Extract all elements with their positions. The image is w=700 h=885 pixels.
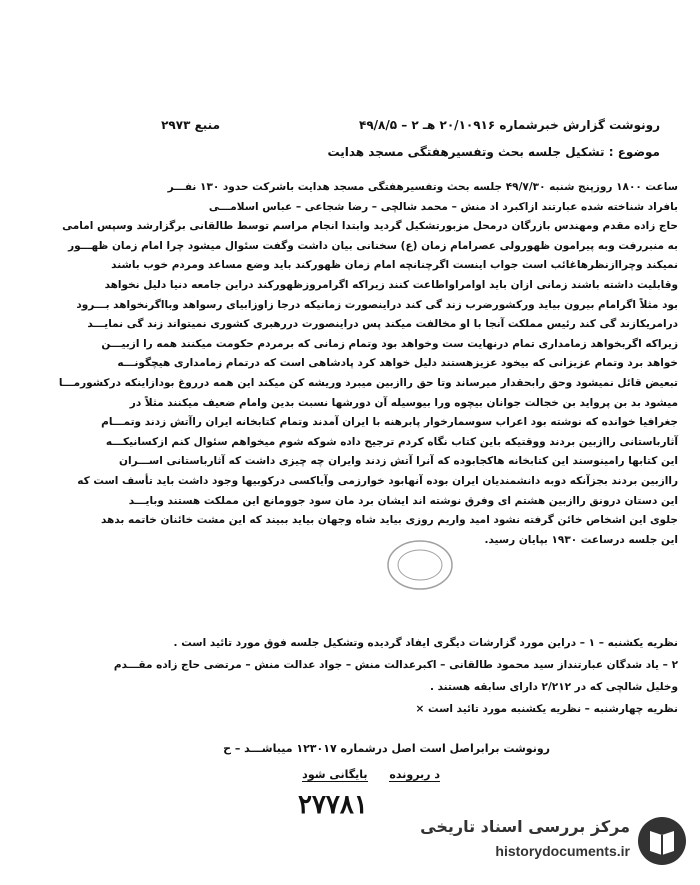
- body-line: بود مثلاً اگرامام بیرون بیاید ورکشورضرب زند گی کند دراینصورت زمانیکه درجا زاوزابیای رسواهد وبااگرنخواهد بـــرود: [76, 298, 678, 311]
- report-number: رونوشت گزارش خبرشماره ۲۰/۱۰۹۱۶ هـ ۲ – ۴۹/۸/۵: [359, 118, 660, 132]
- body-line: راازبین بردند بجزآنکه دوبه دانشمندیان ایران بوده آنهابود خوارزمی وآیاکسی درکوبیها وجود داشت باید تأسف است که: [77, 474, 678, 487]
- body-line: به منبررفت وبه پیرامون ظهورولی عصرامام زمان (ع) سخنانی بیان داشت وگفت سئوال میشود چرا امام زمان ظهـــور: [68, 239, 678, 252]
- body-line: این جلسه درساعت ۱۹۳۰ بپایان رسید.: [484, 533, 678, 546]
- report-body: [18, 178, 678, 550]
- body-line: نمیکند وچراازنظرهاغائب است جواب اینست اگرچنانچه امام زمان ظهورکند باید وضع مساعد ومردم خوب باشند: [111, 259, 678, 272]
- body-line: بافراد شناخته شده عبارتند ازاکبرد اد منش – محمد شالچی – رضا شجاعی – عباس اسلامـــی: [208, 200, 678, 213]
- stamp-mark-icon: [380, 535, 460, 595]
- note-line: ۲ – یاد شدگان عبارتنداز سید محمود طالقانی – اکبرعدالت منش – جواد عدالت منش – مرتضی حاج زاده مقـــدم: [113, 659, 678, 671]
- analyst-notes: [18, 632, 678, 720]
- body-line: این کتابها رامینوسند این کتابخانه هاکجابوده که آنرا آتش زدند وایران چه چیزی داشت که آثارباستانی اســـران: [119, 455, 678, 468]
- watermark-title: مرکز بررسی اسناد تاریخی: [420, 817, 630, 836]
- body-line: جلوی این اشخاص خائن گرفته نشود امید واریم روزی بیاید شاه وجهان بیاید ببیند که این مشت خائنان خاتمه بدهد: [100, 514, 678, 527]
- copy-certification: رونوشت برابراصل است اصل درشماره ۱۲۳۰۱۷ میباشـــد – ح: [223, 742, 550, 755]
- body-line: جغرافیا خوانده که نوشته بود اعراب سوسمارخوار پابرهنه با ایران آمدند وتمام کتابخانه ایران راآتش زدند وتمـــام: [101, 416, 678, 429]
- watermark: [388, 809, 688, 871]
- note-line: نظریه چهارشنبه – نظریه یکشنبه مورد تائید است ×: [415, 703, 678, 715]
- distribution-file: د ربرونده: [389, 768, 440, 781]
- body-line: حاج زاده مقدم ومهندس بازرگان درمحل مزبورتشکیل گردید وابتدا انجام مراسم توسط طالقانی برگزارشد وسپس امامی: [62, 220, 678, 233]
- note-line: نظریه یکشنبه – ۱ – دراین مورد گزارشات دیگری ایفاد گردیده وتشکیل جلسه فوق مورد تائید است .: [173, 637, 678, 649]
- body-line: ساعت ۱۸۰۰ روزپنج شنبه ۴۹/۷/۳۰ جلسه بحث وتفسیرهفتگی مسجد هدایت باشرکت حدود ۱۳۰ نفـــر: [167, 181, 678, 193]
- body-line: این دستان درونق راازبین هشتم ای وفرق نوشته اند ایشان برد مان سود جوومانع این مملکت هستند وبایـــد: [128, 494, 678, 507]
- body-line: میشود بد بن پرواید بن خجالت جوانان بیچوه ورا بیوسیله آن دورشها نسبت بدین وامام ضعیف میکنند مثلاً در: [129, 396, 678, 409]
- body-line: وقابلیت داشته باشند زمانی ازان باید اوامراواطاعت کنند زیراکه اگرامروزظهورکند دراین جامعه دنیا دلیل نخواهد: [104, 278, 678, 291]
- body-line: آثارباستانی راازبین بردند ووقتیکه باین کتاب نگاه کردم ترجیح داده شوکه شوم میخواهم سئوال کنم ازکسانیکـــه: [105, 435, 678, 448]
- body-line: درامریکازند گی کند رئیس مملکت آنجا با او مخالفت میکند پس دراینصورت دررهبری کشوری نمیتواند زند گی نمایـــد: [87, 318, 678, 331]
- archive-book-logo-icon: [636, 815, 688, 867]
- distribution-archive: بایگانی شود: [302, 768, 368, 781]
- document-subject: موضوع : تشکیل جلسه بحث وتفسیرهفتگی مسجد هدایت: [327, 145, 660, 159]
- body-line: زیراکه اگربخواهد زمامداری تمام درنهایت ست وخواهد بود وتمام زمانی که برمردم حکومت میکنند همه را ازبیـــن: [101, 337, 678, 350]
- source-number: منبع ۲۹۷۳: [161, 118, 220, 132]
- watermark-url: historydocuments.ir: [495, 843, 630, 859]
- note-line: وخلیل شالچی که در ۲/۲۱۲ دارای سابقه هستند .: [429, 681, 678, 693]
- handwritten-number: ۲۷۷۸۱: [298, 790, 368, 820]
- distribution-note: [284, 768, 440, 782]
- body-line: خواهد برد وتمام عزیزانی که بیخود عزیزهستند دلیل خواهد کرد پادشاهی است که درتمام زمامداری هیچگونـــه: [117, 357, 678, 370]
- body-line: تبعیض قائل نمیشود وحق رابحقدار میرساند وتا حق راازبین میبرد وریشه کن میکند این همه درروغ بودازاینکه درکشورمـــا: [58, 376, 678, 389]
